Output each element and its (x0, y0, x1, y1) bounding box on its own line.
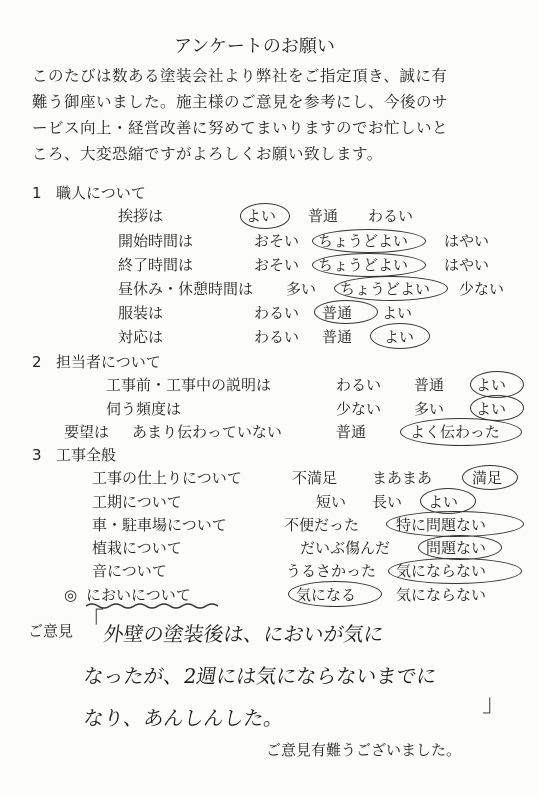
question-label: 植栽について (92, 539, 182, 557)
question-label: 車・駐車場について (92, 516, 227, 534)
question-label: 伺う頻度は (106, 400, 182, 418)
option: 少ない (459, 280, 505, 298)
option: よい (476, 376, 507, 394)
intro-line: 難う御座いました。施主様のご意見を参考にし、今後のサ (32, 93, 449, 111)
option: おそい (254, 256, 300, 274)
option: 問題ない (426, 539, 487, 557)
question-label: 開始時間は (118, 232, 194, 250)
option: よい (384, 328, 415, 346)
option: だいぶ傷んだ (300, 539, 391, 557)
question-label: 服装は (118, 304, 164, 322)
option: よい (428, 493, 459, 511)
intro-line: このたびは数ある塗装会社より弊社をご指定頂き、誠に有 (32, 67, 448, 85)
option: 気にならない (396, 562, 487, 580)
option: よい (246, 207, 277, 225)
option: 普通 (308, 207, 339, 225)
question-label: 昼休み・休憩時間は (118, 280, 254, 298)
option: 多い (286, 280, 317, 298)
section-heading: 担当者について (56, 353, 161, 371)
section-number: 3 (32, 446, 42, 464)
option: よく伝わった (410, 423, 500, 441)
section-heading: 職人について (56, 184, 146, 202)
option: わるい (254, 304, 300, 322)
option: はやい (444, 256, 490, 274)
option: 気になる (296, 586, 357, 604)
question-label: においについて (86, 586, 191, 604)
option: 不便だった (284, 516, 360, 534)
option: わるい (254, 328, 300, 346)
question-label: 工事の仕上りについて (92, 469, 242, 487)
mark-icon: ◎ (64, 586, 78, 604)
option: 普通 (322, 304, 353, 322)
opinion-close-bracket: 」 (482, 689, 506, 717)
option: 多い (414, 400, 445, 418)
option: 普通 (414, 376, 445, 394)
option: よい (382, 304, 413, 322)
option: わるい (336, 376, 382, 394)
option: あまり伝わっていない (132, 423, 282, 441)
section-heading: 工事全般 (56, 446, 117, 464)
intro-line: ービス向上・経営改善に努めてまいりますのでお忙しいと (32, 119, 449, 137)
opinion-open-bracket: 「 (80, 607, 104, 635)
question-label: 工事前・工事中の説明は (106, 376, 272, 394)
question-label: 要望は (64, 423, 110, 441)
question-label: 対応は (118, 328, 164, 346)
option: 不満足 (292, 469, 338, 487)
handwritten-line: 外壁の塗装後は、においが気に (102, 622, 386, 646)
intro-line: ころ、大変恐縮ですがよろしくお願い致します。 (32, 145, 383, 163)
section-number: 2 (32, 353, 42, 371)
option: ちょうどよい (318, 256, 409, 274)
handwritten-line: なったが、2週には気にならないまでに (82, 664, 439, 688)
option: わるい (368, 207, 414, 225)
question-label: 終了時間は (118, 256, 194, 274)
option: 普通 (322, 328, 353, 346)
option: ちょうどよい (340, 280, 431, 298)
option: うるさかった (286, 562, 377, 580)
opinion-label: ご意見 (28, 622, 74, 640)
page-title: アンケートのお願い (174, 36, 335, 57)
option: ちょうどよい (318, 232, 409, 250)
section-number: 1 (32, 184, 42, 202)
option: 普通 (336, 423, 367, 441)
option: はやい (444, 232, 490, 250)
question-label: 工期について (92, 493, 182, 511)
option: まあまあ (372, 469, 433, 487)
option: よい (476, 400, 507, 418)
handwritten-line: なり、あんしんした。 (82, 706, 286, 730)
option: 少ない (336, 400, 382, 418)
option: 長い (372, 493, 403, 511)
closing-text: ご意見有難うございました。 (266, 741, 462, 759)
option: おそい (254, 232, 300, 250)
option: 満足 (472, 469, 503, 487)
option: 気にならない (396, 586, 487, 604)
option: 短い (316, 493, 347, 511)
option: 特に問題ない (396, 516, 487, 534)
question-label: 音について (92, 562, 167, 580)
question-label: 挨拶は (118, 207, 164, 225)
